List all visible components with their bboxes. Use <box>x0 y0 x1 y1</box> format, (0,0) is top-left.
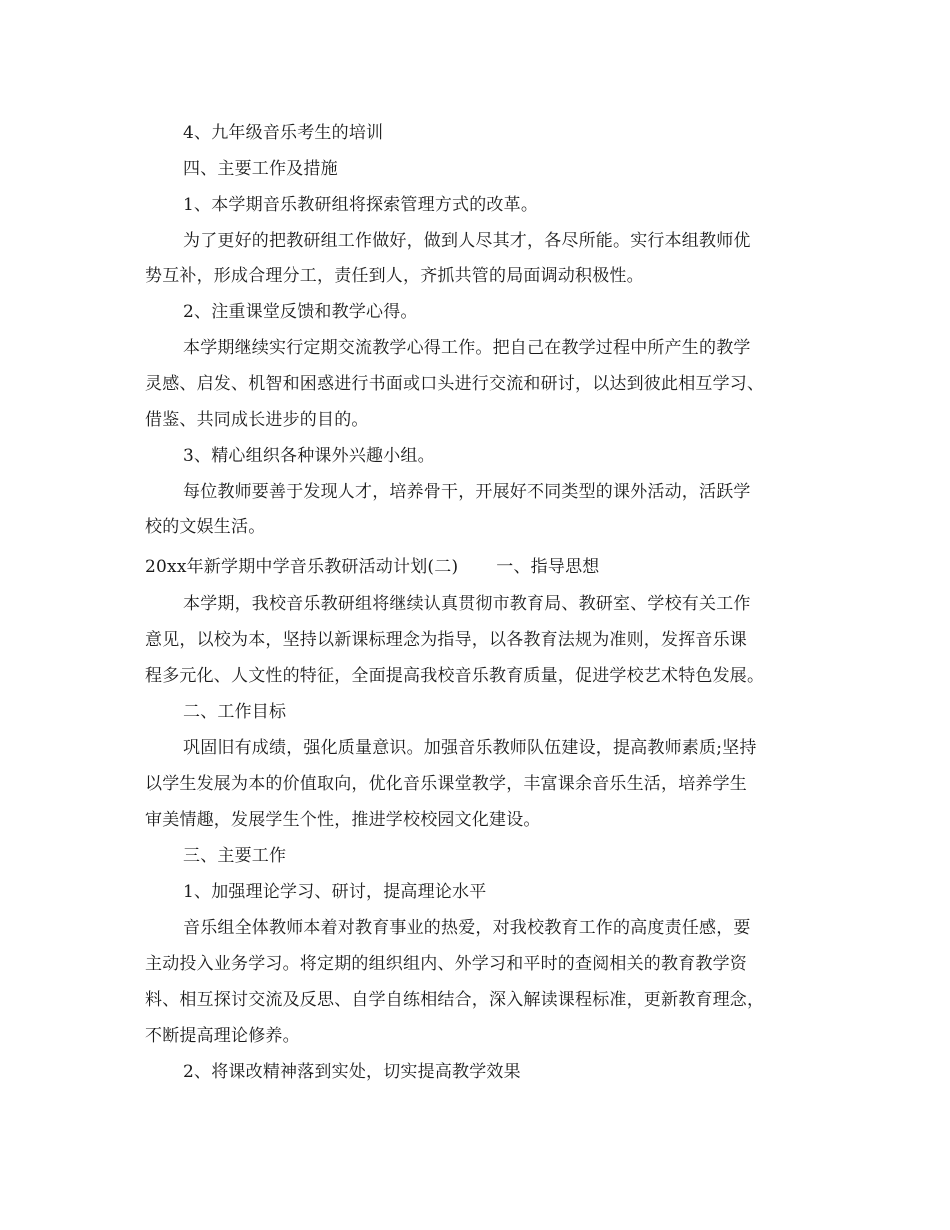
text-line-22: 音乐组全体教师本着对教育事业的热爱，对我校教育工作的高度责任感，要 <box>183 918 751 938</box>
text-line-19: 审美情趣，发展学生个性，推进学校校园文化建设。 <box>145 810 541 830</box>
text-line-21: 1、加强理论学习、研讨，提高理论水平 <box>183 882 487 902</box>
text-line-16: 二、工作目标 <box>183 702 287 722</box>
section-heading: 一、指导思想 <box>496 557 600 577</box>
text-line-1: 4、九年级音乐考生的培训 <box>183 123 384 143</box>
text-line-23: 主动投入业务学习。将定期的组织组内、外学习和平时的查阅相关的教育教学资 <box>145 954 747 974</box>
section-title: 20xx年新学期中学音乐教研活动计划(二) <box>145 557 459 577</box>
text-line-2: 四、主要工作及措施 <box>183 159 338 179</box>
text-line-12: 校的文娱生活。 <box>145 517 266 537</box>
text-line-6: 2、注重课堂反馈和教学心得。 <box>183 302 418 322</box>
text-line-17: 巩固旧有成绩，强化质量意识。加强音乐教师队伍建设，提高教师素质;坚持 <box>183 738 757 758</box>
text-line-8: 灵感、启发、机智和困惑进行书面或口头进行交流和研讨，以达到彼此相互学习、 <box>145 374 765 394</box>
text-line-10: 3、精心组织各种课外兴趣小组。 <box>183 446 435 466</box>
text-line-9: 借鉴、共同成长进步的目的。 <box>145 410 369 430</box>
text-line-24: 料、相互探讨交流及反思、自学自练相结合，深入解读课程标准，更新教育理念， <box>145 990 765 1010</box>
text-line-4: 为了更好的把教研组工作做好，做到人尽其才，各尽所能。实行本组教师优 <box>183 231 751 251</box>
text-line-20: 三、主要工作 <box>183 846 287 866</box>
text-line-11: 每位教师要善于发现人才，培养骨干，开展好不同类型的课外活动，活跃学 <box>183 482 751 502</box>
section-title-line <box>145 555 599 579</box>
text-line-26: 2、将课改精神落到实处，切实提高教学效果 <box>183 1062 521 1082</box>
text-line-15: 程多元化、人文性的特征，全面提高我校音乐教育质量，促进学校艺术特色发展。 <box>145 666 765 686</box>
text-line-14: 意见，以校为本，坚持以新课标理念为指导，以各教育法规为准则，发挥音乐课 <box>145 630 747 650</box>
text-line-5: 势互补，形成合理分工，责任到人，齐抓共管的局面调动积极性。 <box>145 266 644 286</box>
text-line-3: 1、本学期音乐教研组将探索管理方式的改革。 <box>183 195 539 215</box>
text-line-25: 不断提高理论修养。 <box>145 1026 300 1046</box>
text-line-7: 本学期继续实行定期交流教学心得工作。把自己在教学过程中所产生的教学 <box>183 338 751 358</box>
text-line-13: 本学期，我校音乐教研组将继续认真贯彻市教育局、教研室、学校有关工作 <box>183 594 751 614</box>
text-line-18: 以学生发展为本的价值取向，优化音乐课堂教学，丰富课余音乐生活，培养学生 <box>145 774 747 794</box>
